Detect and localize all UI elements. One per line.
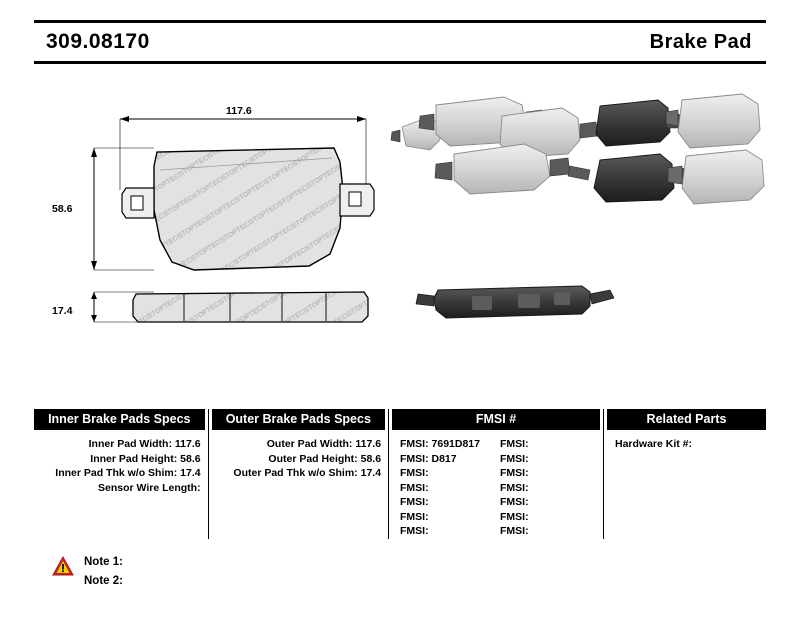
outer-pad-thickness-label: Outer Pad Thk w/o Shim: <box>233 467 358 479</box>
fmsi-right-column <box>500 437 600 539</box>
sensor-wire-length-label: Sensor Wire Length: <box>98 481 201 494</box>
inner-pad-thickness-value: 17.4 <box>180 467 201 479</box>
inner-pad-height-label: Inner Pad Height: <box>90 452 178 465</box>
fmsi-entry: FMSI: <box>500 438 529 450</box>
fmsi-entry: FMSI: <box>400 510 429 523</box>
fmsi-entry: FMSI: D817 <box>400 452 457 465</box>
outer-pad-height-label: Outer Pad Height: <box>268 452 358 465</box>
fmsi-entry: FMSI: <box>500 452 529 465</box>
table-divider <box>603 409 604 539</box>
svg-text:58.6: 58.6 <box>52 203 73 215</box>
spec-row <box>212 452 385 467</box>
inner-pad-thickness-label: Inner Pad Thk w/o Shim: <box>55 467 178 479</box>
inner-specs-header: Inner Brake Pads Specs <box>34 409 205 430</box>
note-2: Note 2: <box>84 575 123 587</box>
fmsi-left-column <box>400 437 500 539</box>
fmsi-entry: FMSI: <box>500 467 529 479</box>
fmsi-entry: FMSI: <box>500 481 529 494</box>
front-view-drawing <box>52 105 374 322</box>
related-parts-header: Related Parts <box>607 409 766 430</box>
note-1: Note 1: <box>84 556 123 568</box>
part-number: 309.08170 <box>46 30 150 53</box>
outer-pad-height-value: 58.6 <box>360 452 382 465</box>
spec-row <box>212 466 385 481</box>
pad-set-photo <box>391 97 614 318</box>
outer-pad-thickness-value: 17.4 <box>360 467 382 479</box>
inner-specs-table <box>34 409 205 539</box>
fmsi-entry: FMSI: 7691D817 <box>400 438 480 450</box>
fmsi-entry: FMSI: <box>500 525 529 537</box>
fmsi-entry: FMSI: <box>400 525 429 537</box>
hardware-kit-label: Hardware Kit #: <box>614 438 693 450</box>
inner-pad-width-label: Inner Pad Width: <box>88 438 172 450</box>
svg-text:17.4: 17.4 <box>52 305 73 317</box>
inner-pad-width-value: 117.6 <box>174 438 201 450</box>
fmsi-entry: FMSI: <box>400 467 429 479</box>
inner-pad-height-value: 58.6 <box>180 452 201 465</box>
outer-pad-width-label: Outer Pad Width: <box>266 438 353 450</box>
spec-tables <box>34 409 766 539</box>
pad-pair-photo <box>594 94 764 204</box>
fmsi-entry: FMSI: <box>500 510 529 523</box>
technical-drawing <box>34 70 766 380</box>
outer-specs-table <box>212 409 385 539</box>
related-parts-table <box>607 409 766 539</box>
spec-row <box>34 466 205 481</box>
fmsi-header: FMSI # <box>392 409 600 430</box>
outer-specs-header: Outer Brake Pads Specs <box>212 409 385 430</box>
fmsi-entry: FMSI: <box>400 496 429 508</box>
spec-row <box>34 452 205 467</box>
page-title: Brake Pad <box>649 30 752 53</box>
sheet-header <box>34 20 766 64</box>
notes-section <box>52 553 123 591</box>
svg-text:117.6: 117.6 <box>226 105 252 117</box>
spec-row <box>34 481 205 496</box>
fmsi-entry: FMSI: <box>500 496 529 508</box>
table-divider <box>208 409 209 539</box>
spec-row <box>212 437 385 452</box>
fmsi-table <box>392 409 600 539</box>
fmsi-entry: FMSI: <box>400 481 429 494</box>
spec-row <box>34 437 205 452</box>
notes-text <box>84 553 123 591</box>
table-divider <box>388 409 389 539</box>
outer-pad-width-value: 117.6 <box>355 438 382 450</box>
warning-triangle-icon <box>52 556 74 576</box>
